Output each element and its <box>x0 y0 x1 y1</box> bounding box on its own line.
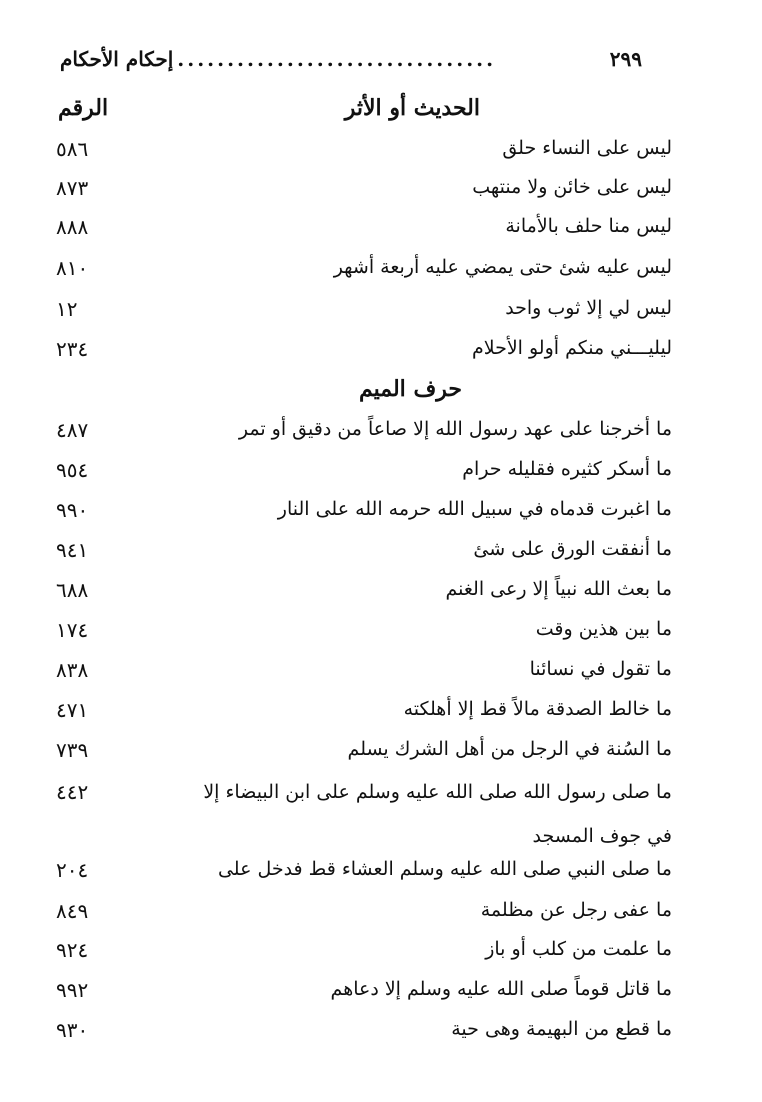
column-header-number: الرقم <box>58 95 109 121</box>
hadith-text: ما خالط الصدقة مالاً قط إلا أهلكته <box>403 698 672 720</box>
hadith-number: ٩٢٤ <box>56 938 89 962</box>
index-row <box>56 858 672 892</box>
hadith-text: ما بين هذين وقت <box>535 618 672 640</box>
hadith-text: ليليـــني منكم أولو الأحلام <box>471 337 672 359</box>
index-row <box>56 215 672 249</box>
hadith-text: ما صلى رسول الله صلى الله عليه وسلم على ابن البيضاء إلا في جوف المسجد <box>203 781 672 847</box>
hadith-text: ما تقول في نسائنا <box>529 658 672 680</box>
hadith-number: ٩٩٠ <box>56 498 89 522</box>
page-number: ٢٩٩ <box>609 47 642 71</box>
index-row <box>56 176 672 210</box>
hadith-text: ما أخرجنا على عهد رسول الله إلا صاعاً من دقيق أو تمر <box>238 418 672 440</box>
index-row <box>56 938 672 972</box>
hadith-text: ليس على خائن ولا منتهب <box>472 176 672 198</box>
index-row <box>56 498 672 532</box>
hadith-number: ٥٨٦ <box>56 137 89 161</box>
hadith-number: ١٧٤ <box>56 618 89 642</box>
index-row <box>56 337 672 371</box>
index-row <box>56 978 672 1012</box>
index-row <box>56 698 672 732</box>
hadith-number: ٨٣٨ <box>56 658 89 682</box>
hadith-number: ٨٤٩ <box>56 899 89 923</box>
index-row <box>56 418 672 452</box>
hadith-text: ما علمت من كلب أو باز <box>485 938 672 960</box>
index-row <box>56 618 672 652</box>
hadith-number: ٢٠٤ <box>56 858 89 882</box>
index-row <box>56 137 672 171</box>
section-title: حرف الميم <box>358 376 462 402</box>
hadith-text: ليس لي إلا ثوب واحد <box>505 297 672 319</box>
hadith-text: ليس منا حلف بالأمانة <box>505 215 672 237</box>
hadith-number: ٨٧٣ <box>56 176 89 200</box>
hadith-text: ما قطع من البهيمة وهى حية <box>451 1018 672 1040</box>
hadith-number: ٦٨٨ <box>56 578 89 602</box>
index-row <box>56 458 672 492</box>
index-row <box>56 899 672 933</box>
index-row <box>56 1018 672 1052</box>
hadith-text: ما السُنة في الرجل من أهل الشرك يسلم <box>347 738 672 760</box>
hadith-number: ١٢ <box>56 297 78 321</box>
hadith-text: ما عفى رجل عن مظلمة <box>480 899 672 921</box>
index-row <box>56 658 672 692</box>
running-title: إحكام الأحكام <box>60 47 174 71</box>
index-row <box>56 256 672 290</box>
hadith-text: ما بعث الله نبياً إلا رعى الغنم <box>445 578 672 600</box>
hadith-number: ٨٨٨ <box>56 215 89 239</box>
hadith-number: ٩٤١ <box>56 538 89 562</box>
hadith-text: ما أنفقت الورق على شئ <box>473 538 672 560</box>
hadith-number: ٩٥٤ <box>56 458 89 482</box>
hadith-text: ما صلى النبي صلى الله عليه وسلم العشاء قط فدخل على <box>217 858 672 880</box>
hadith-number: ٤٤٢ <box>56 780 89 804</box>
hadith-number: ٧٣٩ <box>56 738 89 762</box>
hadith-text: ليس عليه شئ حتى يمضي عليه أربعة أشهر <box>333 256 672 278</box>
hadith-text: ما اغبرت قدماه في سبيل الله حرمه الله على النار <box>277 498 672 520</box>
hadith-number: ٤٧١ <box>56 698 89 722</box>
hadith-number: ٩٣٠ <box>56 1018 89 1042</box>
hadith-number: ٩٩٢ <box>56 978 89 1002</box>
header-dot-leader: ................................ <box>177 47 497 71</box>
index-row <box>56 538 672 572</box>
column-header-text: الحديث أو الأثر <box>344 95 480 121</box>
hadith-text: ما أسكر كثيره فقليله حرام <box>462 458 672 480</box>
hadith-number: ٨١٠ <box>56 256 89 280</box>
hadith-text: ليس على النساء حلق <box>502 137 672 159</box>
index-row <box>56 770 672 850</box>
running-header <box>60 44 642 74</box>
hadith-number: ٢٣٤ <box>56 337 89 361</box>
index-row <box>56 738 672 772</box>
hadith-text: ما قاتل قوماً صلى الله عليه وسلم إلا دعاهم <box>330 978 672 1000</box>
index-row <box>56 578 672 612</box>
hadith-number: ٤٨٧ <box>56 418 89 442</box>
index-row <box>56 297 672 331</box>
